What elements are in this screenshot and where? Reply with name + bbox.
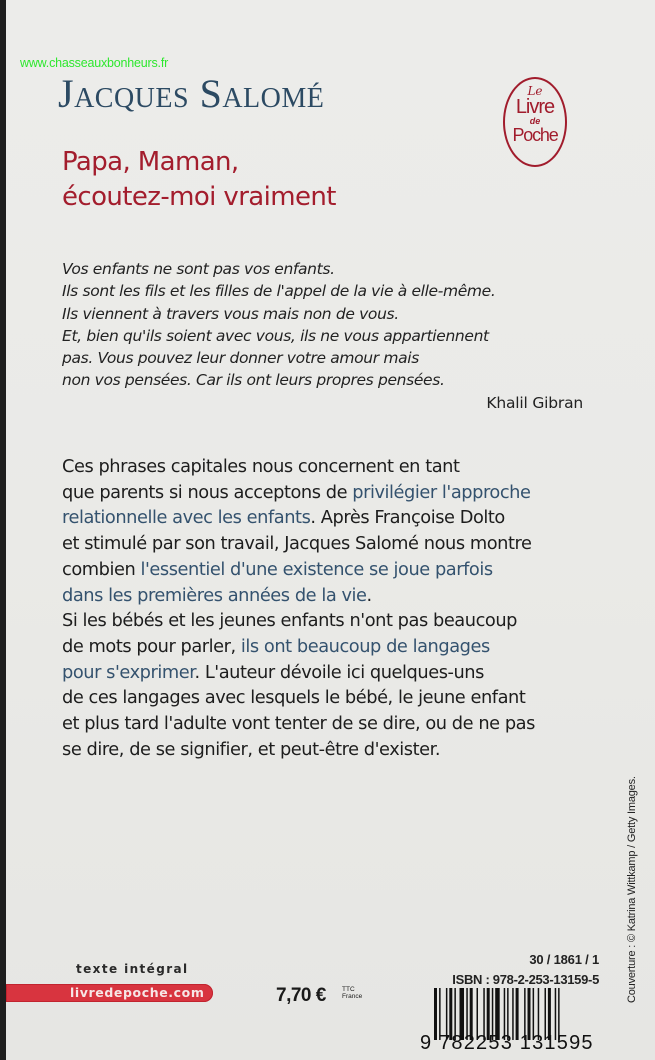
blurb-segment: combien bbox=[62, 558, 141, 580]
blurb-line bbox=[62, 557, 622, 583]
blurb-segment: . L'auteur dévoile ici quelques-uns bbox=[194, 661, 484, 683]
logo-poche: Poche bbox=[512, 125, 558, 145]
epigraph-quote bbox=[62, 258, 602, 414]
blurb-segment: . bbox=[366, 584, 372, 606]
texte-integral-label: texte intégral bbox=[76, 962, 189, 976]
quote-line: pas. Vous pouvez leur donner votre amour mais bbox=[62, 349, 419, 368]
quote-line: non vos pensées. Car ils ont leurs propres pensées. bbox=[62, 371, 445, 390]
blurb-segment: et plus tard l'adulte vont tenter de se dire, ou de ne pas bbox=[62, 713, 535, 735]
book-title-line: écoutez-moi vraiment bbox=[62, 182, 336, 212]
price bbox=[276, 985, 363, 1007]
blurb-highlight: pour s'exprimer bbox=[62, 661, 195, 683]
blurb-highlight: privilégier l'approche bbox=[352, 481, 531, 503]
watermark-url: www.chasseauxbonheurs.fr bbox=[20, 56, 169, 70]
book-back-cover bbox=[6, 0, 655, 1060]
quote-line: Vos enfants ne sont pas vos enfants. bbox=[62, 260, 335, 278]
livre-de-poche-logo-icon bbox=[503, 77, 567, 167]
barcode-icon bbox=[420, 988, 600, 1054]
blurb-line bbox=[62, 454, 622, 480]
blurb-highlight: relationnelle avec les enfants bbox=[62, 507, 311, 529]
price-note bbox=[342, 986, 362, 1000]
blurb-highlight: dans les premières années de la vie bbox=[62, 584, 367, 606]
logo-de: de bbox=[529, 116, 541, 126]
blurb-segment: de ces langages avec lesquels le bébé, le jeune enfant bbox=[62, 687, 526, 709]
price-value: 7,70 € bbox=[276, 985, 326, 1006]
book-title bbox=[62, 145, 336, 215]
quote-attribution: Khalil Gibran bbox=[486, 393, 583, 412]
blurb-line bbox=[62, 480, 622, 506]
blurb-segment: que parents si nous acceptons de bbox=[62, 481, 353, 503]
barcode-digits: 9 782253 131595 bbox=[420, 1032, 594, 1054]
isbn: ISBN : 978-2-253-13159-5 bbox=[452, 972, 599, 987]
logo-livre: Livre bbox=[515, 96, 555, 118]
quote-line: Ils viennent à travers vous mais non de vous. bbox=[62, 304, 399, 323]
quote-line: Et, bien qu'ils soient avec vous, ils ne vous appartiennent bbox=[62, 326, 489, 345]
blurb-line bbox=[62, 531, 622, 557]
website-band bbox=[6, 984, 213, 1002]
blurb-segment: Si les bébés et les jeunes enfants n'ont pas beaucoup bbox=[62, 610, 517, 632]
logo-le: Le bbox=[527, 84, 543, 98]
blurb-segment: . Après Françoise Dolto bbox=[310, 507, 505, 529]
blurb-line bbox=[62, 608, 622, 634]
website-link[interactable]: livredepoche.com bbox=[70, 985, 205, 1000]
blurb-line bbox=[62, 634, 622, 660]
blurb-line bbox=[62, 505, 622, 531]
blurb-line bbox=[62, 685, 622, 711]
blurb-text bbox=[62, 454, 622, 762]
blurb-highlight: ils ont beaucoup de langages bbox=[240, 635, 490, 657]
blurb-line bbox=[62, 711, 622, 737]
cover-credit: Couverture : © Katrina Wittkamp / Getty Images. bbox=[626, 776, 638, 1003]
author-name: Jacques Salomé bbox=[58, 71, 325, 116]
quote-line: Ils sont les fils et les filles de l'appel de la vie à elle-même. bbox=[62, 282, 496, 301]
price-note-ttc: TTC bbox=[342, 986, 355, 993]
blurb-line bbox=[62, 660, 622, 686]
blurb-segment: et stimulé par son travail, Jacques Salomé nous montre bbox=[62, 533, 532, 555]
catalog-code: 30 / 1861 / 1 bbox=[529, 952, 599, 967]
blurb-segment: Ces phrases capitales nous concernent en tant bbox=[62, 456, 460, 477]
blurb-segment: se dire, de se signifier, et peut-être d'exister. bbox=[62, 738, 441, 760]
price-note-country: France bbox=[342, 993, 363, 1000]
blurb-highlight: l'essentiel d'une existence se joue parfois bbox=[140, 558, 493, 580]
blurb-line bbox=[62, 583, 622, 609]
blurb-segment: de mots pour parler, bbox=[62, 635, 241, 657]
blurb-line bbox=[62, 737, 622, 763]
book-title-line: Papa, Maman, bbox=[62, 147, 239, 177]
